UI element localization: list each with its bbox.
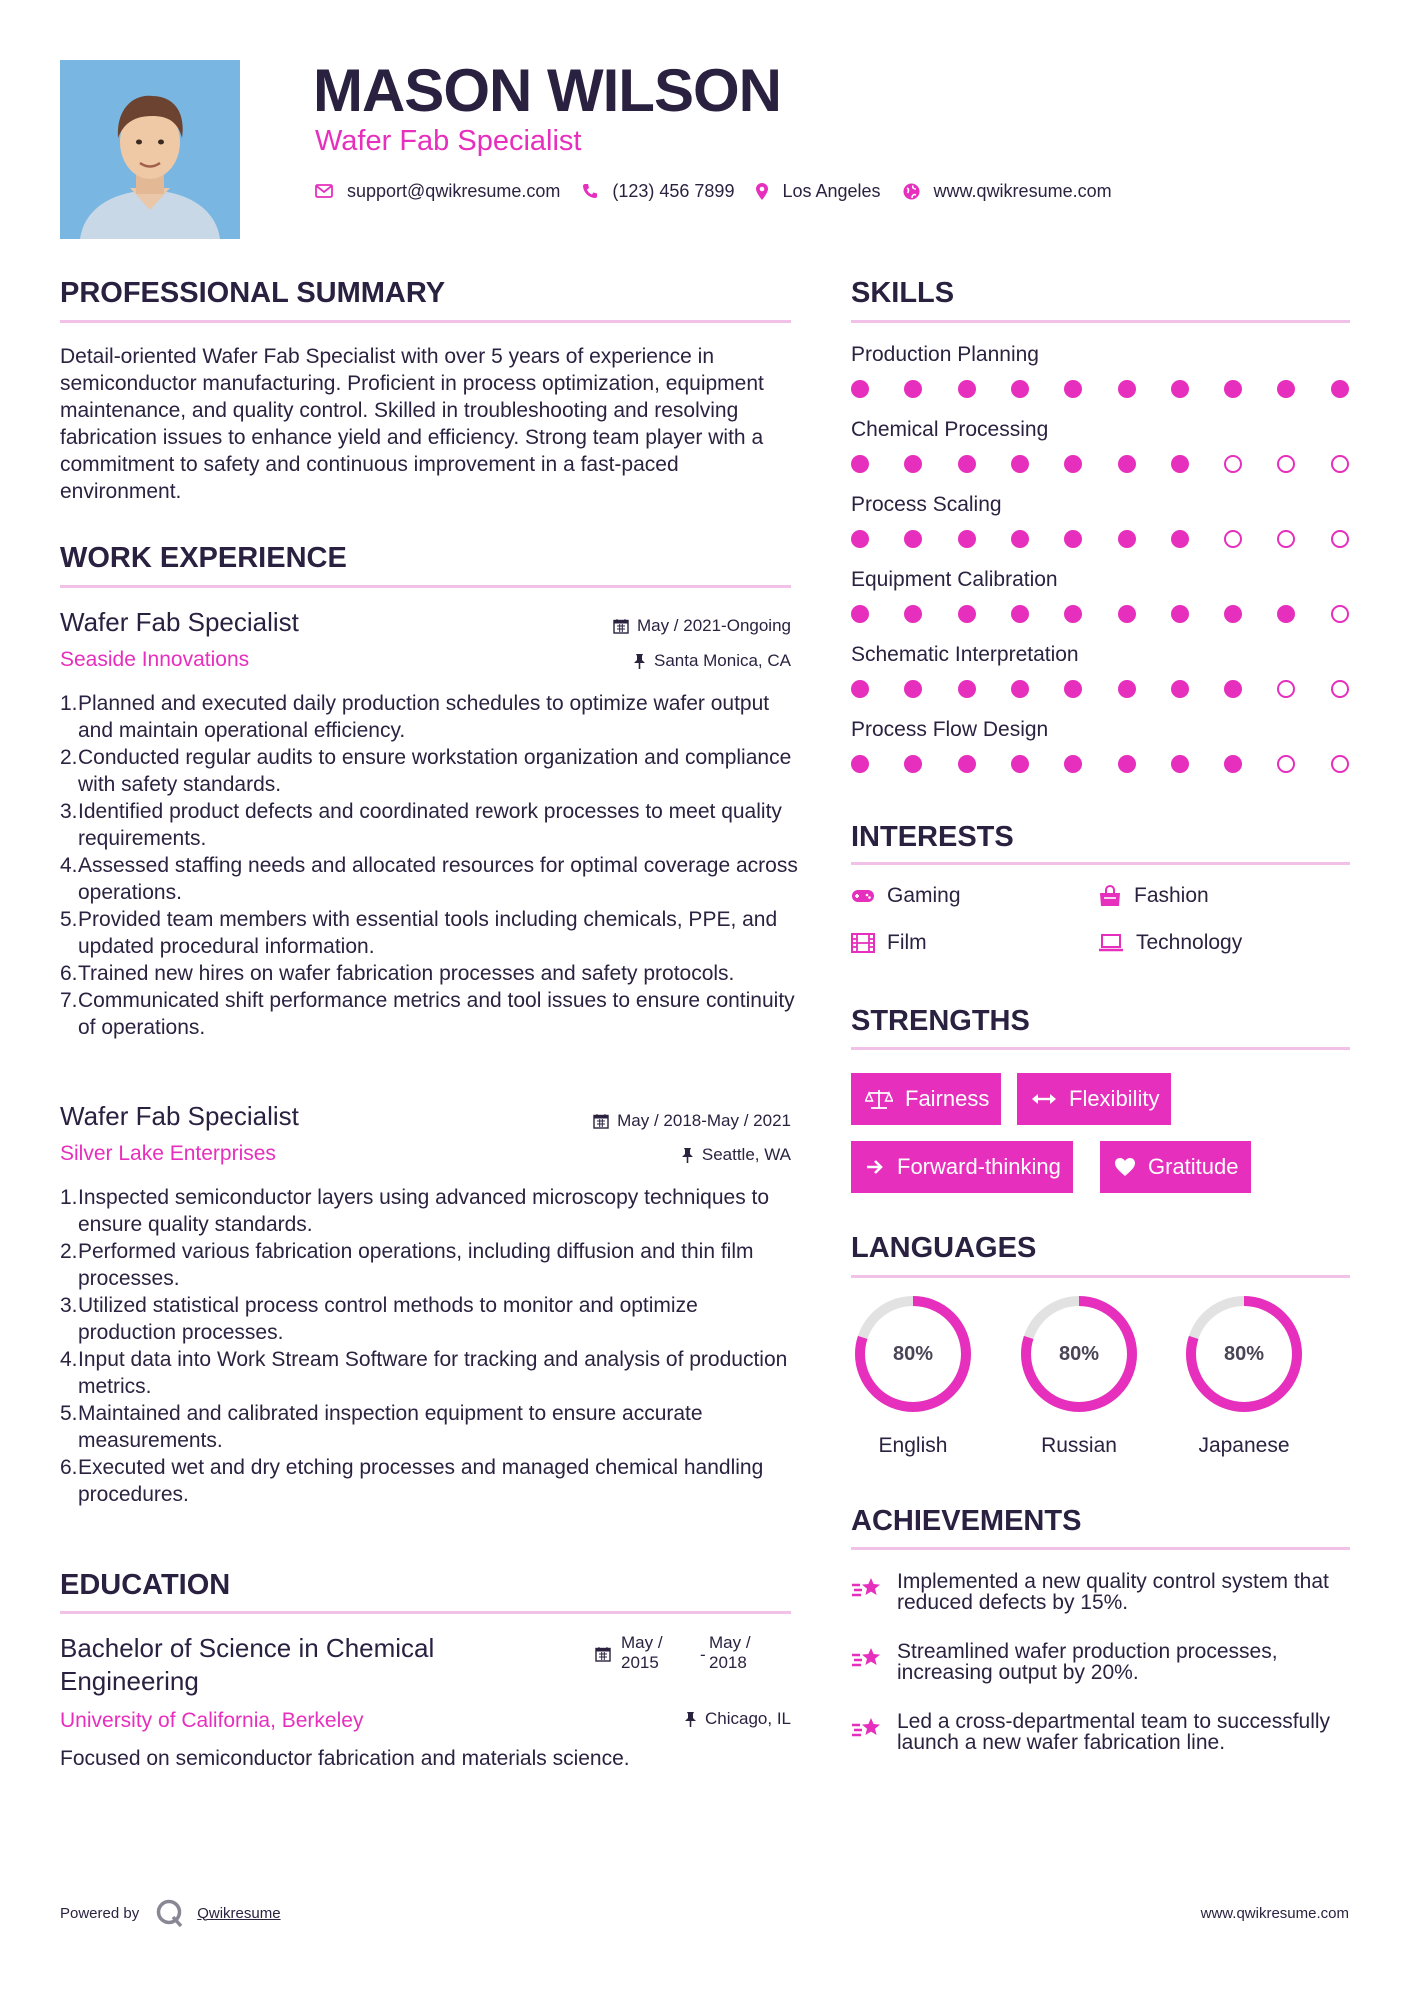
skill-rating: [851, 680, 1350, 698]
achievement-text: Implemented a new quality control system that reduced defects by 15%.: [897, 1570, 1329, 1614]
language-percent: 80%: [1223, 1342, 1265, 1365]
skill-dot-filled: [1277, 380, 1295, 398]
skill-dot-filled: [1224, 605, 1242, 623]
skill-dot-filled: [1011, 680, 1029, 698]
skill-dot-filled: [1064, 455, 1082, 473]
language-progress-ring: [851, 1292, 975, 1416]
film-icon: [851, 933, 875, 953]
list-item: 5. Maintained and calibrated inspection equipment to ensure accurate measurements.: [60, 1402, 703, 1452]
company-name: Seaside Innovations: [60, 648, 250, 671]
education-heading: EDUCATION: [60, 1569, 231, 1601]
school-name: University of California, Berkeley: [60, 1709, 364, 1732]
section-divider: [851, 862, 1350, 865]
achievement-item: [851, 1711, 1361, 1753]
education-description: Focused on semiconductor fabrication and materials science.: [60, 1747, 630, 1770]
skill-dot-filled: [1171, 680, 1189, 698]
strengths-heading: STRENGTHS: [851, 1005, 1030, 1037]
list-item: 3. Identified product defects and coordinated rework processes to meet quality requirements.: [60, 800, 782, 850]
work-experience-heading: WORK EXPERIENCE: [60, 542, 347, 574]
strength-tag: [851, 1141, 1073, 1193]
strength-label: Gratitude: [1148, 1154, 1239, 1179]
skill-dot-filled: [904, 530, 922, 548]
skill-dot-empty: [1277, 530, 1295, 548]
shooting-star-icon: [851, 1645, 883, 1671]
list-item: 4. Assessed staffing needs and allocated resources for optimal coverage across operations.: [60, 854, 798, 904]
footer-powered-by: [60, 1898, 281, 1928]
job-date-text: May / 2018-May / 2021: [617, 1111, 791, 1130]
calendar-icon: [613, 618, 629, 634]
education-date-separator: -: [700, 1645, 706, 1664]
skills-heading: SKILLS: [851, 277, 955, 309]
interest-item: [851, 930, 927, 956]
skill-dot-filled: [904, 380, 922, 398]
interest-label: Technology: [1136, 931, 1243, 954]
languages-heading: LANGUAGES: [851, 1232, 1037, 1264]
qwikresume-link[interactable]: Qwikresume: [197, 1904, 281, 1922]
language-name: Russian: [1041, 1434, 1117, 1457]
contact-phone[interactable]: [582, 181, 734, 202]
qwikresume-logo-icon: [155, 1898, 185, 1928]
list-item: 6. Trained new hires on wafer fabrication processes and safety protocols.: [60, 962, 735, 985]
language-item: [1017, 1292, 1141, 1459]
map-pin-icon: [756, 183, 768, 200]
skill-dot-filled: [1171, 530, 1189, 548]
skill-dot-empty: [1277, 455, 1295, 473]
language-item: [851, 1292, 975, 1459]
job-title: Wafer Fab Specialist: [60, 607, 299, 637]
skill-dot-filled: [904, 455, 922, 473]
skill-dot-filled: [1224, 380, 1242, 398]
skill-dot-filled: [1011, 455, 1029, 473]
achievement-text: Led a cross-departmental team to successfully launch a new wafer fabrication line.: [897, 1710, 1331, 1754]
skill-dot-filled: [958, 605, 976, 623]
company-name: Silver Lake Enterprises: [60, 1142, 276, 1165]
education-end-date: May / 2018: [709, 1633, 751, 1672]
skill-dot-filled: [851, 530, 869, 548]
skill-dot-filled: [851, 455, 869, 473]
strength-label: Fairness: [905, 1086, 990, 1111]
achievement-item: [851, 1571, 1361, 1613]
skill-dot-filled: [1064, 530, 1082, 548]
skill-dot-empty: [1331, 680, 1349, 698]
skill-dot-filled: [904, 680, 922, 698]
envelope-icon: [315, 184, 333, 198]
section-divider: [60, 320, 791, 323]
skill-dot-empty: [1331, 530, 1349, 548]
skill-dot-filled: [1171, 380, 1189, 398]
shooting-star-icon: [851, 1575, 883, 1601]
calendar-icon: [595, 1646, 611, 1662]
arrows-horizontal-icon: [1031, 1092, 1057, 1106]
list-item: 5. Provided team members with essential tools including chemicals, PPE, and updated procedural information.: [60, 908, 778, 958]
shooting-star-icon: [851, 1715, 883, 1741]
skill-dot-filled: [958, 455, 976, 473]
language-item: [1182, 1292, 1306, 1459]
contact-bar: [315, 178, 1134, 204]
skill-dot-empty: [1331, 455, 1349, 473]
contact-phone-text: (123) 456 7899: [612, 180, 735, 201]
contact-location-text: Los Angeles: [782, 180, 881, 201]
skill-name: Chemical Processing: [851, 418, 1049, 441]
skill-dot-empty: [1224, 530, 1242, 548]
candidate-name: MASON WILSON: [313, 57, 781, 124]
education-start-date: May / 2015: [621, 1633, 663, 1672]
language-name: English: [878, 1434, 948, 1457]
language-percent: 80%: [892, 1342, 934, 1365]
job-location: [681, 1144, 791, 1166]
arrow-right-icon: [865, 1158, 885, 1176]
list-item: 1. Inspected semiconductor layers using advanced microscopy techniques to ensure quality standards.: [60, 1186, 770, 1236]
language-progress-ring: [1182, 1292, 1306, 1416]
skill-dot-filled: [851, 605, 869, 623]
skill-dot-filled: [1277, 605, 1295, 623]
pushpin-icon: [684, 1711, 697, 1727]
strength-tag: [1017, 1073, 1171, 1125]
skill-rating: [851, 380, 1350, 398]
list-item: 2. Conducted regular audits to ensure workstation organization and compliance with safety standards.: [60, 746, 792, 796]
skill-dot-filled: [1171, 455, 1189, 473]
skill-dot-filled: [1011, 530, 1029, 548]
skill-dot-filled: [1224, 680, 1242, 698]
list-item: 2. Performed various fabrication operations, including diffusion and thin film processes.: [60, 1240, 754, 1290]
skill-dot-filled: [1011, 380, 1029, 398]
job-location-text: Seattle, WA: [701, 1145, 791, 1164]
degree-title: Bachelor of Science in Chemical Engineering: [60, 1633, 435, 1696]
skill-dot-filled: [1171, 605, 1189, 623]
section-divider: [851, 320, 1350, 323]
heart-icon: [1114, 1157, 1136, 1177]
skill-name: Equipment Calibration: [851, 568, 1058, 591]
strength-label: Forward-thinking: [897, 1154, 1061, 1179]
job-location-text: Santa Monica, CA: [653, 651, 791, 670]
profile-photo: [60, 60, 240, 239]
achievement-item: [851, 1641, 1361, 1683]
skill-dot-filled: [851, 755, 869, 773]
job-location: [633, 650, 791, 672]
skill-name: Schematic Interpretation: [851, 643, 1079, 666]
education-location: [684, 1708, 791, 1730]
job-date-text: May / 2021-Ongoing: [636, 616, 791, 635]
skill-dot-empty: [1331, 755, 1349, 773]
calendar-icon: [593, 1113, 609, 1129]
person-portrait-icon: [60, 60, 240, 239]
interest-item: [1098, 930, 1242, 956]
balance-scale-icon: [865, 1088, 893, 1110]
skill-dot-filled: [904, 605, 922, 623]
pushpin-icon: [681, 1147, 694, 1163]
interest-label: Film: [887, 931, 927, 954]
interest-item: [851, 883, 961, 909]
section-divider: [851, 1547, 1350, 1550]
skill-dot-filled: [1224, 755, 1242, 773]
skill-dot-filled: [1011, 755, 1029, 773]
candidate-title: Wafer Fab Specialist: [315, 125, 582, 157]
skill-name: Process Scaling: [851, 493, 1002, 516]
laptop-icon: [1098, 933, 1124, 953]
skill-dot-filled: [958, 680, 976, 698]
phone-icon: [582, 183, 598, 199]
skill-dot-filled: [1118, 605, 1136, 623]
achievements-heading: ACHIEVEMENTS: [851, 1505, 1082, 1537]
skill-dot-filled: [1064, 605, 1082, 623]
interest-item: [1098, 883, 1209, 909]
contact-website[interactable]: [903, 181, 1112, 202]
summary-heading: PROFESSIONAL SUMMARY: [60, 277, 446, 309]
contact-website-text: www.qwikresume.com: [933, 180, 1112, 201]
summary-text: Detail-oriented Wafer Fab Specialist with over 5 years of experience in semiconductor manufacturing. Proficient in process optimization, equipment maintenance, and quality control. Skilled in troubleshooting and resolving fabrication issues to enhance yield and efficiency. Strong team player with a commitment to safety and continuous improvement in a fast-paced environment.: [60, 345, 764, 503]
list-item: 7. Communicated shift performance metrics and tool issues to ensure continuity of operations.: [60, 989, 795, 1039]
skill-dot-filled: [851, 380, 869, 398]
contact-email-text: support@qwikresume.com: [347, 180, 561, 201]
list-item: 4. Input data into Work Stream Software for tracking and analysis of production metrics.: [60, 1348, 788, 1398]
skill-rating: [851, 530, 1350, 548]
skill-dot-filled: [1118, 530, 1136, 548]
list-item: 3. Utilized statistical process control methods to monitor and optimize production processes.: [60, 1294, 698, 1344]
job-date: [593, 1110, 791, 1132]
gamepad-icon: [851, 888, 875, 904]
language-progress-ring: [1017, 1292, 1141, 1416]
shopping-bag-icon: [1098, 885, 1122, 907]
education-location-text: Chicago, IL: [705, 1709, 791, 1728]
skill-dot-empty: [1277, 755, 1295, 773]
skill-dot-filled: [1118, 455, 1136, 473]
interest-label: Gaming: [887, 884, 961, 907]
skill-dot-filled: [1064, 680, 1082, 698]
language-percent: 80%: [1058, 1342, 1100, 1365]
skill-dot-filled: [1118, 680, 1136, 698]
section-divider: [851, 1047, 1350, 1050]
skill-dot-filled: [1064, 755, 1082, 773]
job-bullets: [60, 690, 800, 1041]
language-name: Japanese: [1198, 1434, 1290, 1457]
globe-icon: [903, 183, 920, 200]
list-item: 1. Planned and executed daily production schedules to optimize wafer output and maintain operational efficiency.: [60, 692, 770, 742]
interests-heading: INTERESTS: [851, 821, 1014, 853]
skill-dot-filled: [851, 680, 869, 698]
section-divider: [851, 1275, 1350, 1278]
skill-dot-filled: [1064, 380, 1082, 398]
skill-dot-filled: [904, 755, 922, 773]
job-date: [613, 615, 791, 637]
skill-dot-filled: [1171, 755, 1189, 773]
skill-name: Process Flow Design: [851, 718, 1049, 741]
skill-name: Production Planning: [851, 343, 1039, 366]
strength-tag: [851, 1073, 1001, 1125]
skill-rating: [851, 605, 1350, 623]
achievement-text: Streamlined wafer production processes, increasing output by 20%.: [897, 1640, 1278, 1684]
footer-website[interactable]: www.qwikresume.com: [1200, 1905, 1349, 1922]
section-divider: [60, 585, 791, 588]
strength-label: Flexibility: [1069, 1086, 1160, 1111]
skill-dot-filled: [1118, 755, 1136, 773]
contact-email[interactable]: [315, 181, 560, 202]
skill-dot-filled: [958, 755, 976, 773]
skill-dot-filled: [1118, 380, 1136, 398]
skill-rating: [851, 455, 1350, 473]
skill-dot-empty: [1224, 455, 1242, 473]
section-divider: [60, 1611, 791, 1614]
pushpin-icon: [633, 653, 646, 669]
job-bullets: [60, 1184, 800, 1508]
skill-dot-filled: [958, 530, 976, 548]
skill-dot-empty: [1277, 680, 1295, 698]
skill-dot-filled: [1331, 380, 1349, 398]
powered-by-label: Powered by: [60, 1904, 140, 1922]
skill-dot-empty: [1331, 605, 1349, 623]
interest-label: Fashion: [1134, 884, 1209, 907]
skill-dot-filled: [958, 380, 976, 398]
list-item: 6. Executed wet and dry etching processes and managed chemical handling procedures.: [60, 1456, 764, 1506]
strength-tag: [1100, 1141, 1251, 1193]
job-title: Wafer Fab Specialist: [60, 1101, 299, 1131]
skill-rating: [851, 755, 1350, 773]
skill-dot-filled: [1011, 605, 1029, 623]
contact-location: [756, 181, 880, 202]
